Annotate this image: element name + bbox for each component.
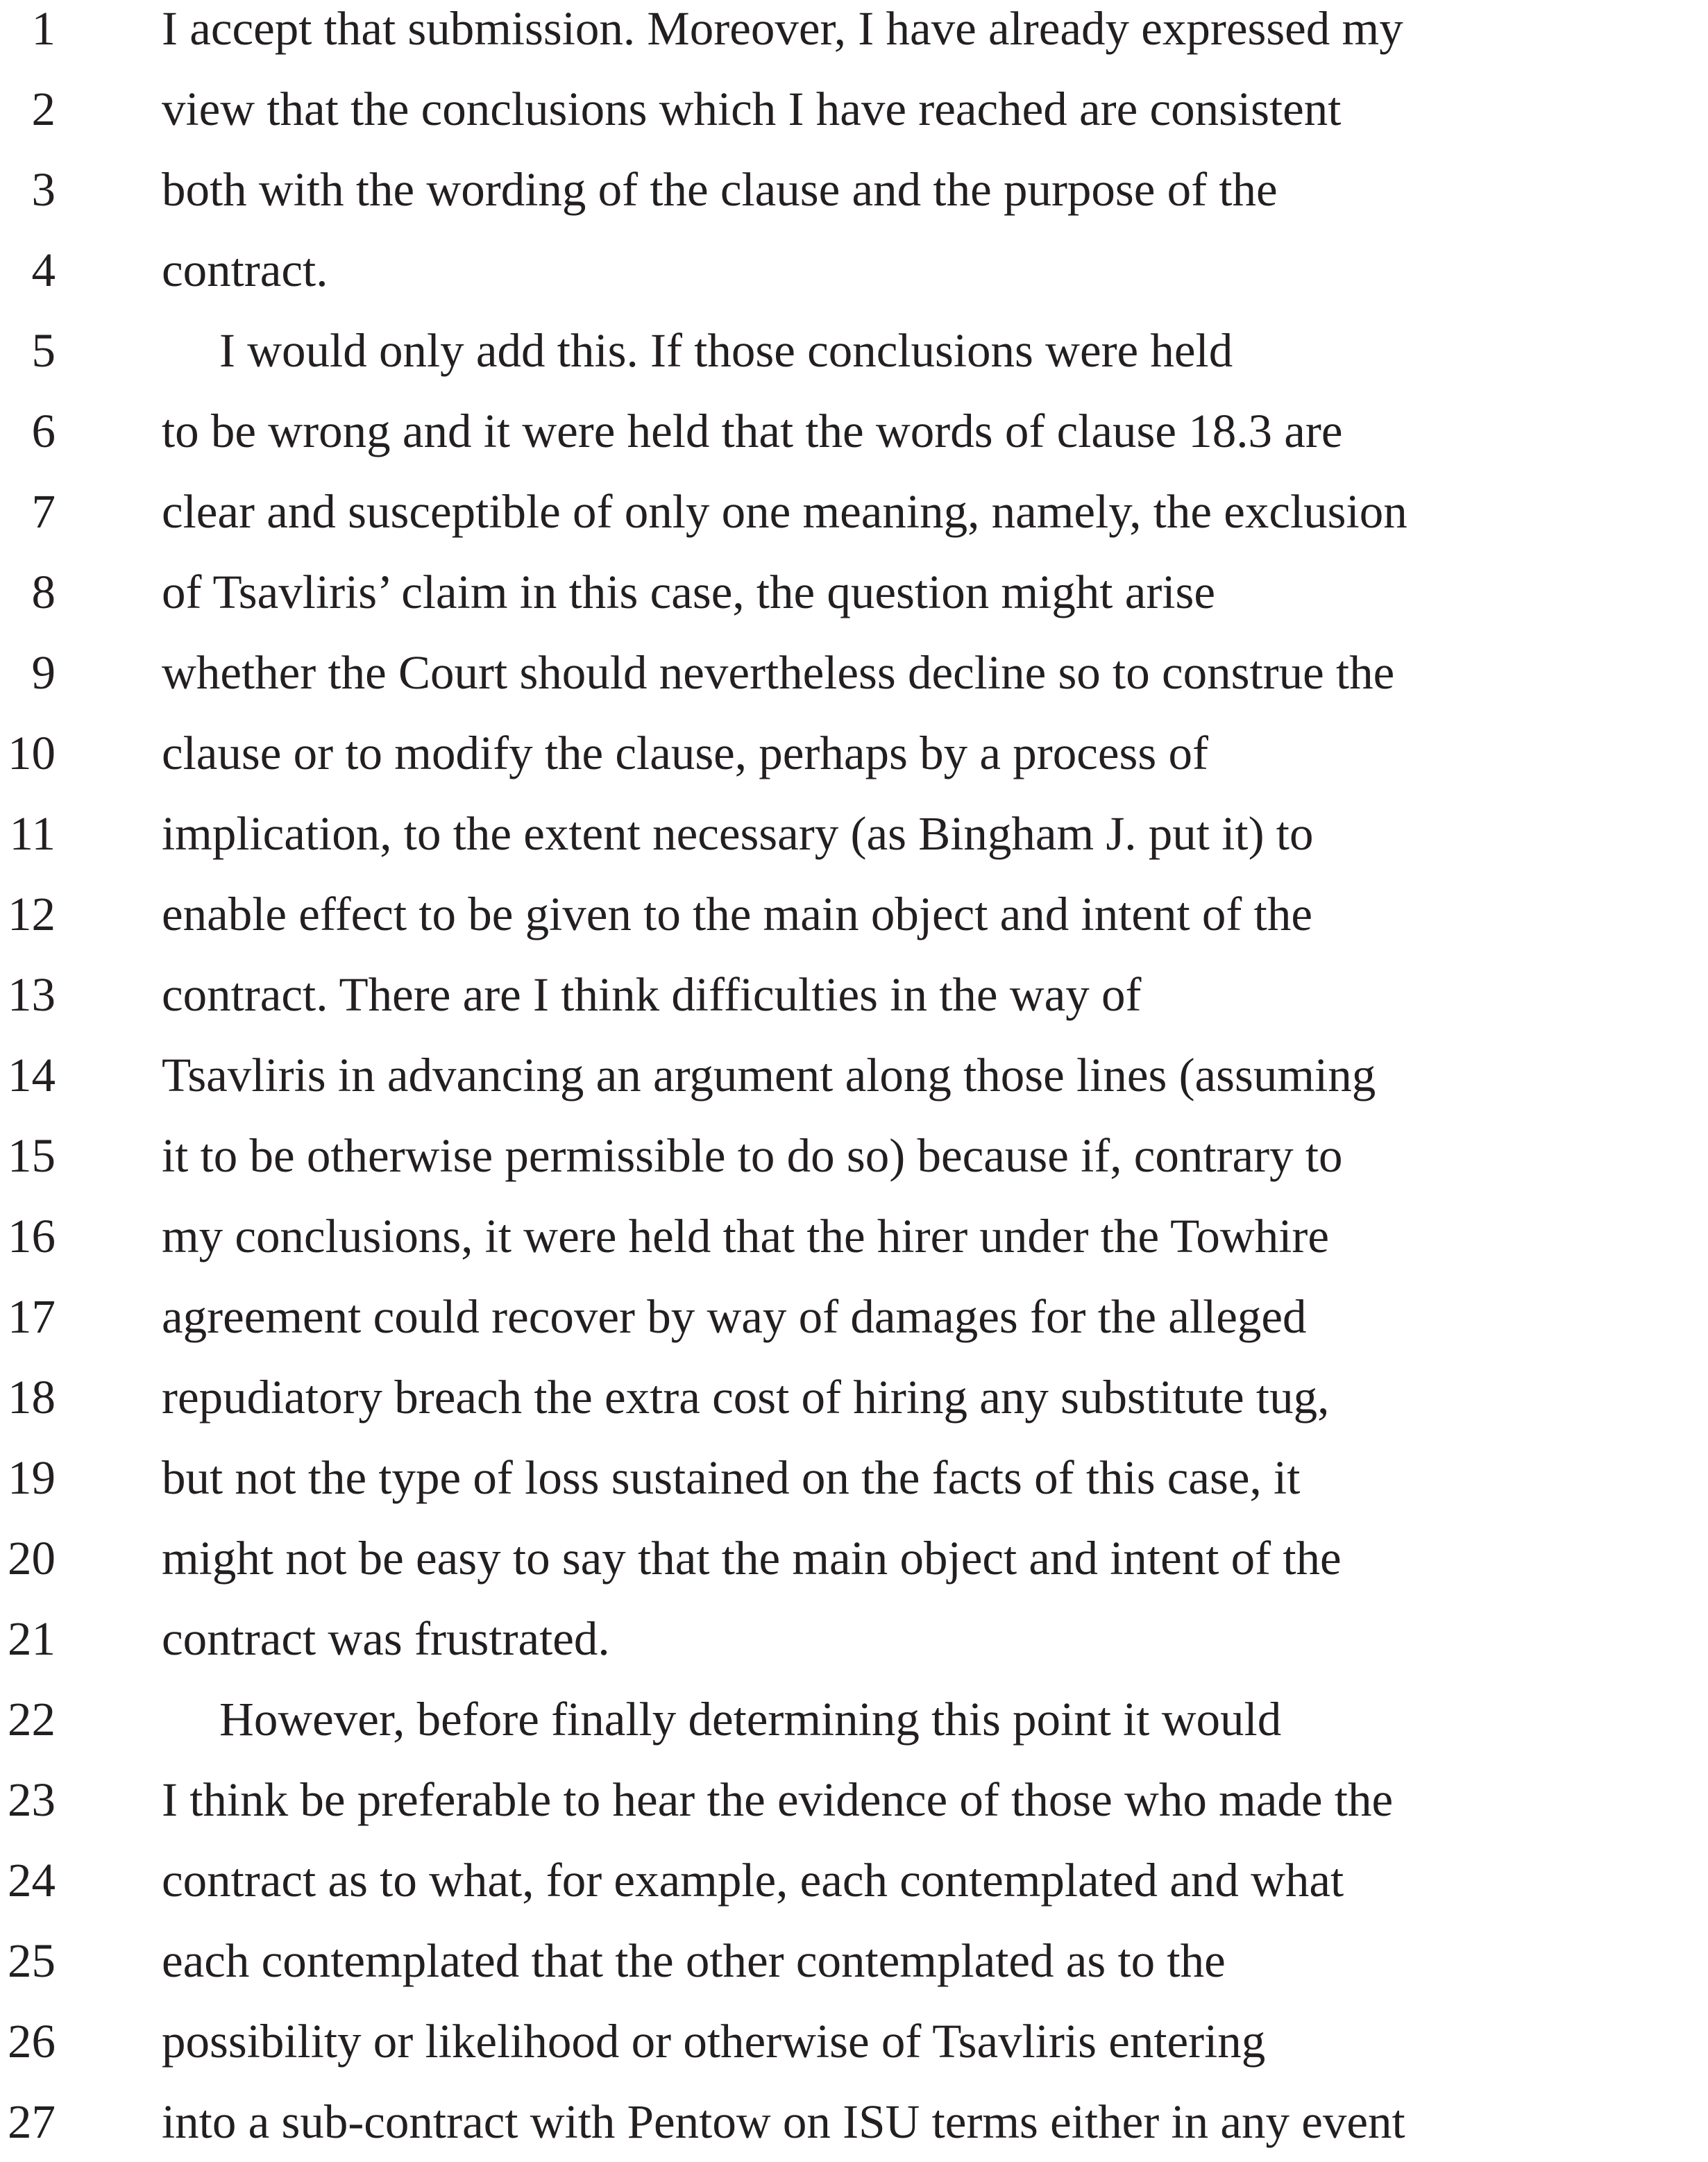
document-line [0, 0, 1708, 69]
line-number: 15 [8, 1129, 56, 1182]
document-line [0, 391, 1708, 471]
line-number: 12 [8, 888, 56, 940]
line-number: 22 [8, 1693, 56, 1746]
line-number: 11 [9, 807, 56, 860]
line-number: 13 [8, 968, 56, 1021]
document-line [0, 1598, 1708, 1679]
line-number: 6 [31, 405, 56, 457]
line-number: 7 [31, 485, 56, 538]
line-number: 10 [8, 727, 56, 779]
document-line [0, 1357, 1708, 1437]
document-line [0, 1518, 1708, 1598]
line-text: clause or to modify the clause, perhaps by a process of [162, 727, 1208, 779]
line-number: 27 [8, 2095, 56, 2148]
line-text: contract. [162, 244, 328, 296]
line-number: 2 [31, 83, 56, 135]
line-number: 16 [8, 1210, 56, 1262]
line-text: I think be preferable to hear the evidence of those who made the [162, 1773, 1394, 1826]
document-line [0, 713, 1708, 793]
line-text: I would only add this. If those conclusions were held [219, 324, 1233, 377]
document-line [0, 471, 1708, 552]
line-number: 14 [8, 1049, 56, 1101]
document-line [0, 230, 1708, 310]
line-text: contract was frustrated. [162, 1612, 610, 1665]
line-text: whether the Court should nevertheless decline so to construe the [162, 646, 1395, 699]
document-line [0, 1276, 1708, 1357]
line-number: 21 [8, 1612, 56, 1665]
line-number: 17 [8, 1290, 56, 1343]
line-number: 24 [8, 1854, 56, 1907]
document-line [0, 1196, 1708, 1276]
document-line [0, 793, 1708, 874]
document-line [0, 2001, 1708, 2081]
line-text: it to be otherwise permissible to do so) because if, contrary to [162, 1129, 1343, 1182]
line-number: 18 [8, 1371, 56, 1424]
line-text: I accept that submission. Moreover, I have already expressed my [162, 2, 1403, 55]
document-line [0, 552, 1708, 632]
document-line [0, 1035, 1708, 1115]
line-number: 26 [8, 2015, 56, 2068]
line-text: both with the wording of the clause and the purpose of the [162, 163, 1278, 216]
line-text: clear and susceptible of only one meaning, namely, the exclusion [162, 485, 1407, 538]
line-text: enable effect to be given to the main object and intent of the [162, 888, 1312, 940]
line-number: 20 [8, 1532, 56, 1585]
line-text: but not the type of loss sustained on the facts of this case, it [162, 1451, 1301, 1504]
document-line [0, 69, 1708, 149]
line-text: Tsavliris in advancing an argument along those lines (assuming [162, 1049, 1376, 1101]
line-number: 19 [8, 1451, 56, 1504]
line-text: of Tsavliris’ claim in this case, the question might arise [162, 566, 1215, 618]
document-line [0, 1920, 1708, 2001]
line-number: 8 [31, 566, 56, 618]
line-number: 4 [31, 244, 56, 296]
line-text: my conclusions, it were held that the hirer under the Towhire [162, 1210, 1330, 1262]
line-text: contract as to what, for example, each contemplated and what [162, 1854, 1344, 1907]
line-text: implication, to the extent necessary (as Bingham J. put it) to [162, 807, 1314, 860]
line-text: might not be easy to say that the main object and intent of the [162, 1532, 1342, 1585]
document-line [0, 1679, 1708, 1759]
document-line [0, 149, 1708, 230]
line-text: repudiatory breach the extra cost of hiring any substitute tug, [162, 1371, 1330, 1424]
line-text: each contemplated that the other contemplated as to the [162, 1934, 1226, 1987]
document-line [0, 954, 1708, 1035]
document-line [0, 1115, 1708, 1196]
line-text: to be wrong and it were held that the words of clause 18.3 are [162, 405, 1343, 457]
line-text: agreement could recover by way of damages for the alleged [162, 1290, 1307, 1343]
line-number: 3 [31, 163, 56, 216]
line-text: view that the conclusions which I have reached are consistent [162, 83, 1342, 135]
document-line [0, 874, 1708, 954]
line-text: contract. There are I think difficulties in the way of [162, 968, 1142, 1021]
line-text: possibility or likelihood or otherwise of Tsavliris entering [162, 2015, 1266, 2068]
document-line [0, 1437, 1708, 1518]
line-number: 9 [31, 646, 56, 699]
line-text: into a sub-contract with Pentow on ISU terms either in any event [162, 2095, 1405, 2148]
line-number: 23 [8, 1773, 56, 1826]
line-number: 1 [31, 2, 56, 55]
line-number: 5 [31, 324, 56, 377]
document-line [0, 1759, 1708, 1840]
document-line [0, 1840, 1708, 1920]
line-text: However, before finally determining this point it would [219, 1693, 1282, 1746]
document-line [0, 310, 1708, 391]
document-line [0, 632, 1708, 713]
line-number: 25 [8, 1934, 56, 1987]
